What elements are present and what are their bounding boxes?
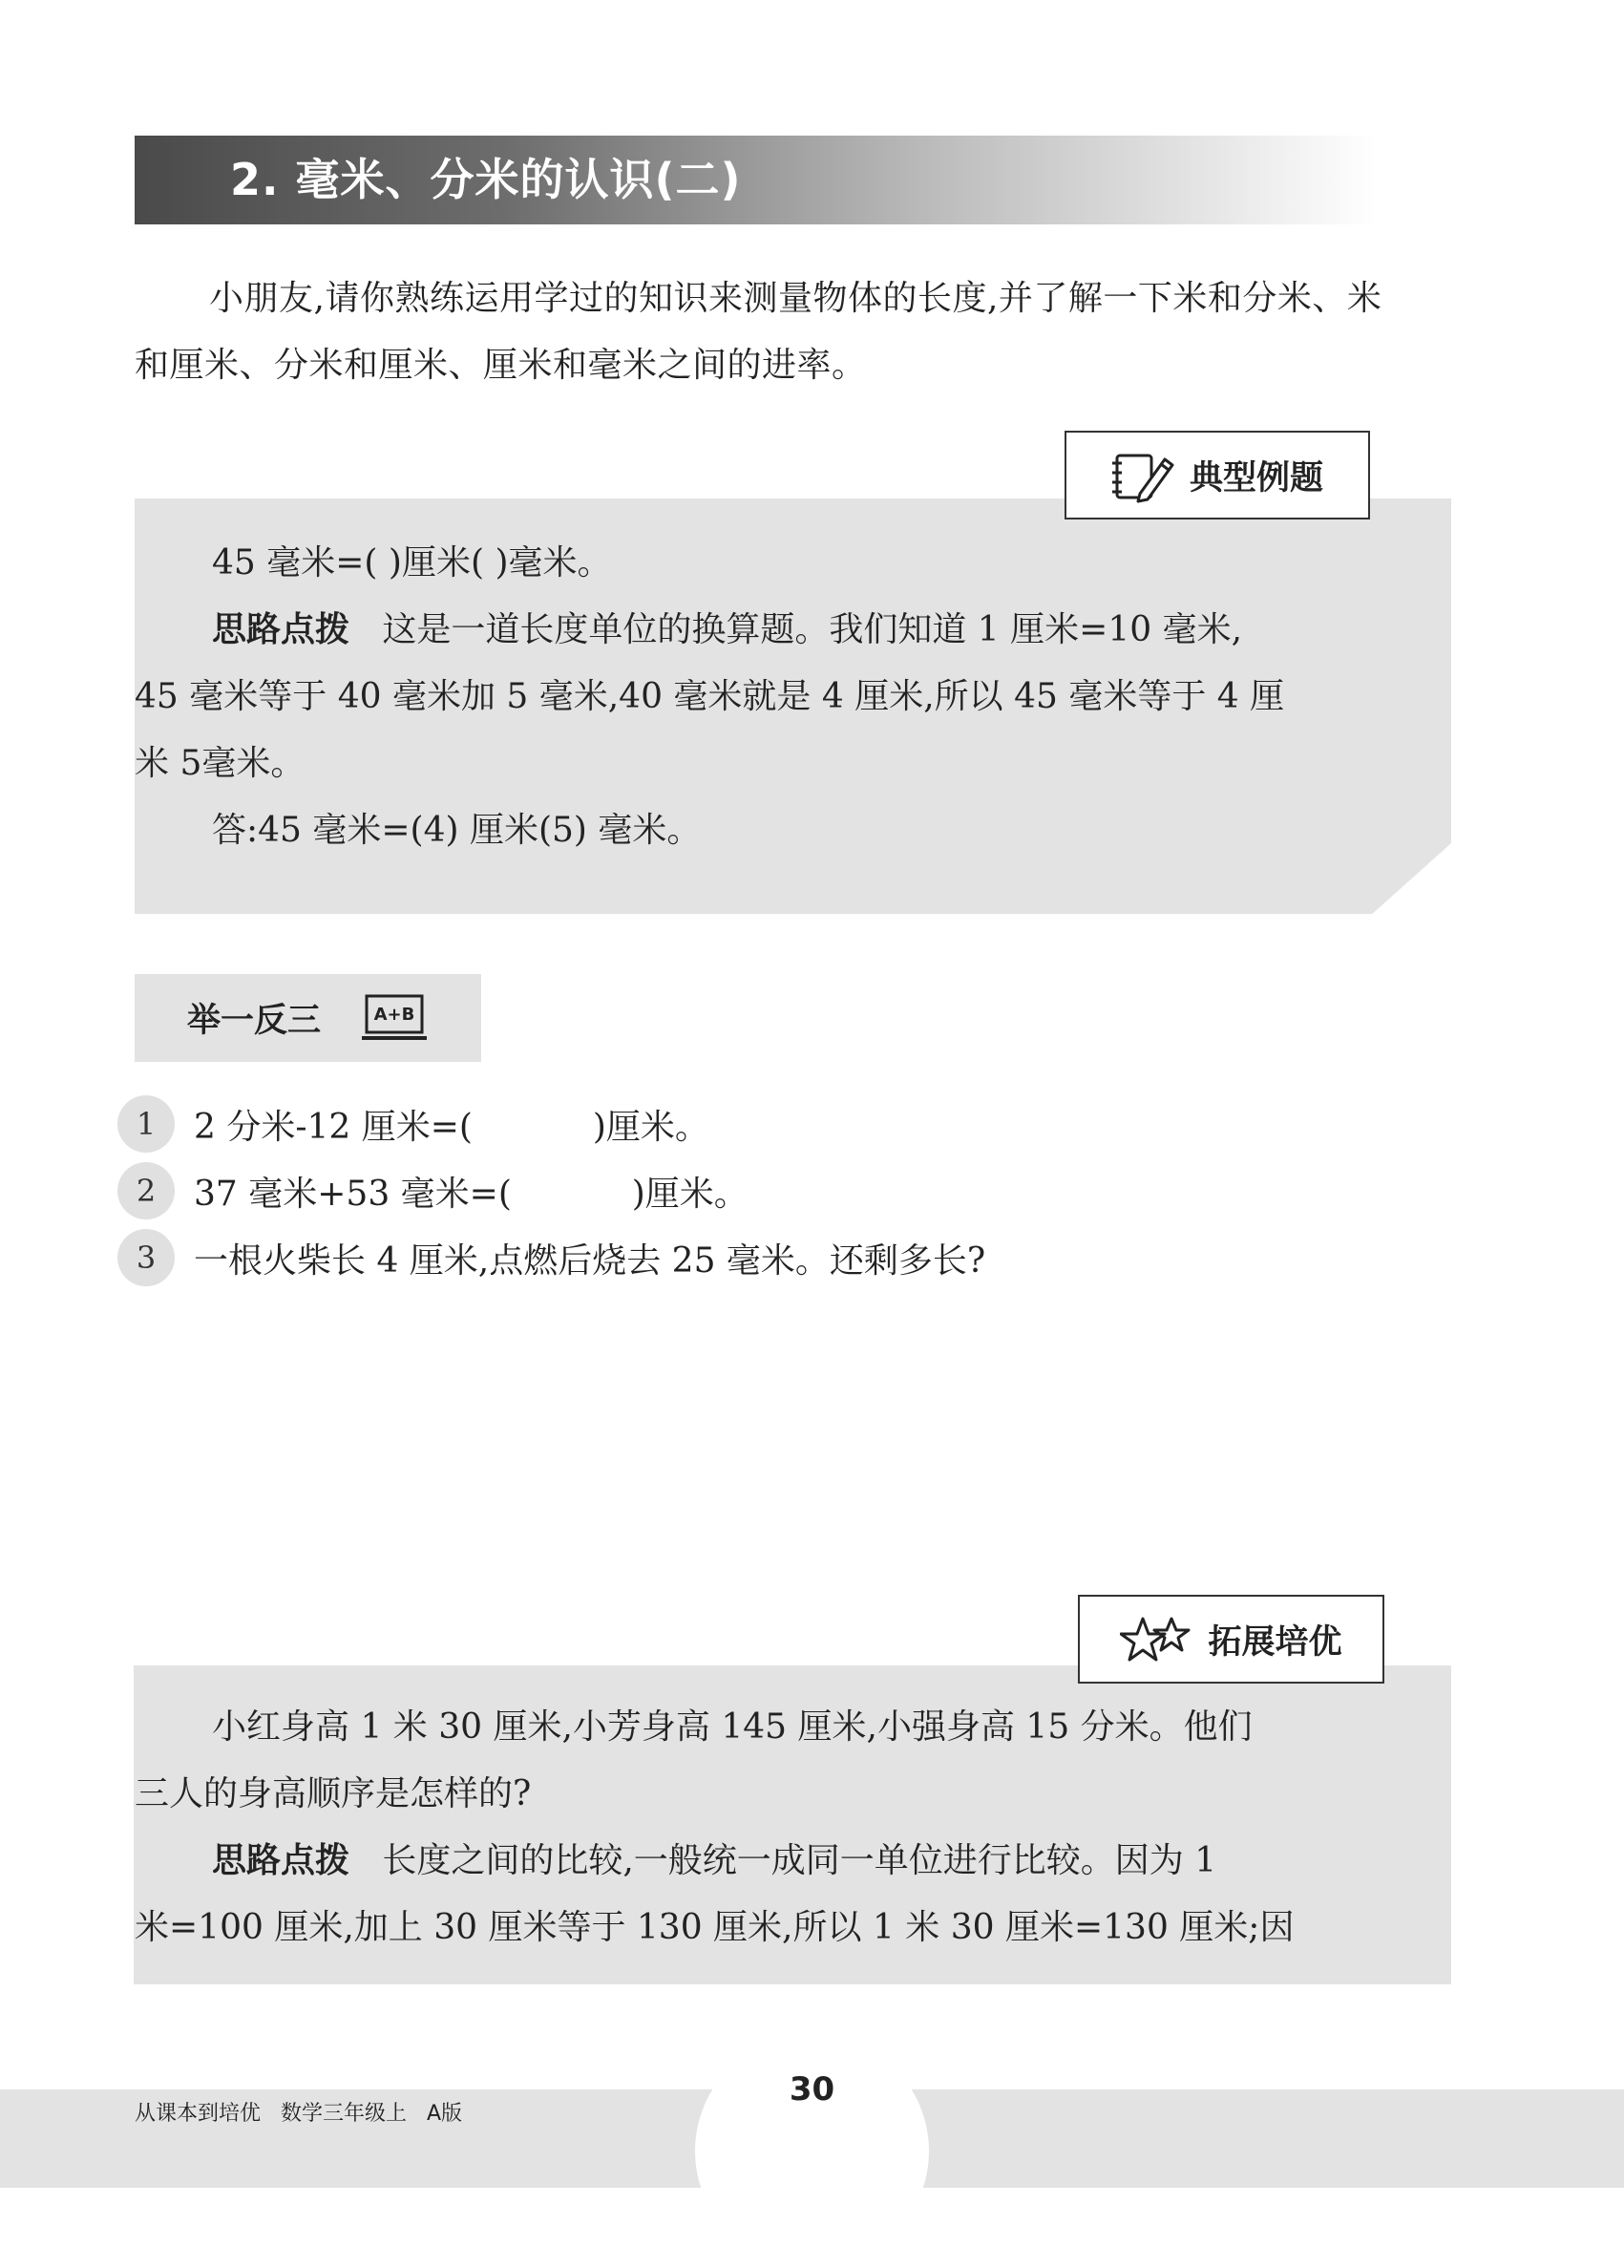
- pencil-notebook-icon: [1111, 448, 1174, 503]
- example-answer: 答:45 毫米=(4) 厘米(5) 毫米。: [212, 811, 702, 850]
- intro-paragraph: [135, 265, 1452, 399]
- section-title-banner: [135, 136, 1376, 224]
- section-title: 2. 毫米、分米的认识(二): [230, 154, 742, 205]
- practice-question-3: [117, 1229, 985, 1286]
- page-number-arc: [695, 2034, 929, 2268]
- hint-label: 思路点拨: [212, 1841, 350, 1880]
- question-text: 2 分米-12 厘米=( )厘米。: [194, 1107, 709, 1147]
- example-tag-label: 典型例题: [1189, 458, 1323, 498]
- practice-question-1: [117, 1095, 709, 1153]
- question-text: 37 毫米+53 毫米=( )厘米。: [194, 1174, 749, 1214]
- blackboard-a-plus-b-icon: [361, 992, 428, 1044]
- svg-text:A+B: A+B: [373, 1005, 415, 1025]
- extend-hint: [212, 1828, 1377, 1895]
- hint-line-2: 45 毫米等于 40 毫米加 5 毫米,40 毫米就是 4 厘米,所以 45 毫米等于 4 厘: [135, 677, 1285, 716]
- book-title: 从课本到培优 数学三年级上 A版: [135, 2102, 463, 2126]
- question-text: 一根火柴长 4 厘米,点燃后烧去 25 毫米。还剩多长?: [194, 1240, 986, 1281]
- extend-line-2: 三人的身高顺序是怎样的?: [135, 1774, 532, 1813]
- page-number: 30: [789, 2070, 835, 2109]
- question-number: 2: [117, 1162, 175, 1219]
- extend-tag: [1078, 1595, 1384, 1684]
- intro-line-2: 和厘米、分米和厘米、厘米和毫米之间的进率。: [135, 346, 867, 385]
- extend-tag-label: 拓展培优: [1208, 1622, 1342, 1662]
- extend-hint-line-1: 长度之间的比较,一般统一成同一单位进行比较。因为 1: [382, 1841, 1217, 1880]
- two-stars-icon: [1120, 1613, 1192, 1666]
- extend-content: [135, 1694, 1377, 1961]
- example-content: [135, 530, 1377, 864]
- intro-line-1: 小朋友,请你熟练运用学过的知识来测量物体的长度,并了解一下米和分米、米: [209, 279, 1382, 318]
- extend-line-1: 小红身高 1 米 30 厘米,小芳身高 145 厘米,小强身高 15 分米。他们: [212, 1707, 1253, 1747]
- practice-question-2: [117, 1162, 749, 1219]
- example-hint: [212, 597, 1377, 664]
- hint-label: 思路点拨: [212, 610, 350, 649]
- practice-header: [135, 974, 481, 1062]
- practice-title: 举一反三: [187, 1002, 322, 1040]
- example-question: 45 毫米=( )厘米( )毫米。: [212, 543, 612, 583]
- extend-hint-line-2: 米=100 厘米,加上 30 厘米等于 130 厘米,所以 1 米 30 厘米=130 厘米;因: [135, 1908, 1295, 1947]
- question-number: 3: [117, 1229, 175, 1286]
- example-tag: [1065, 431, 1370, 519]
- hint-line-1: 这是一道长度单位的换算题。我们知道 1 厘米=10 毫米,: [382, 610, 1243, 649]
- hint-line-3: 米 5毫米。: [135, 744, 306, 783]
- question-number: 1: [117, 1095, 175, 1153]
